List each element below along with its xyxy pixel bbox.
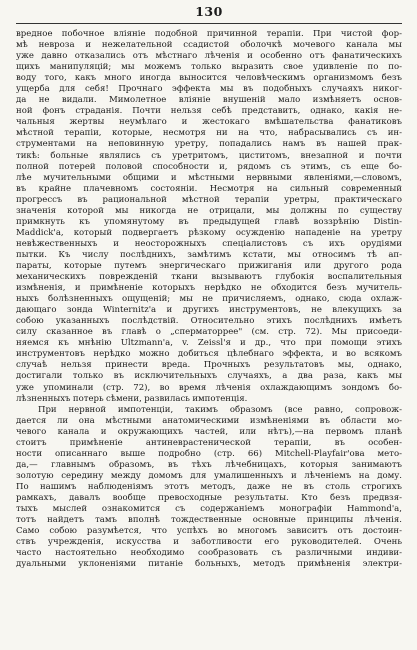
text-line: дуальными уклоненіями питаніе больныхъ, методъ примѣненія электри- [16,559,402,570]
text-line: воду того, какъ много иногда выносится человѣческимъ организмомъ безъ [16,73,402,84]
text-line: силу сказанное въ главѣ о „сперматоррее" (см. стр. 72). Мы присоеди- [16,327,402,338]
text-line: вредное побочное вліяніе подобной причинной терапіи. При чистой фор- [16,29,402,39]
text-line: примкнуть къ упомянутому въ предыдущей главѣ воззрѣнію Distin- [16,216,402,227]
text-line: случаѣ нельзя принести вреда. Прочныхъ результатовъ мы, однако, [16,360,402,371]
text-line: щихъ манипуляцій; мы можемъ только выразить свое удивленіе по по- [16,62,402,73]
text-line: значенія которой мы никогда не отрицали, мы должны по существу [16,205,402,216]
body-text [16,29,402,570]
text-line: ной фонъ страданія. Почти нельзя себѣ представить, однако, какія не- [16,106,402,117]
text-line: инструментовъ нерѣдко можно добиться цѣлебнаго эффекта, и во всякомъ [16,349,402,360]
text-line: няемся къ мнѣнію Ultzmann'a, v. Zeissl'я и др., что при помощи этихъ [16,338,402,349]
text-line: тыхъ мыслей ознакомится съ содержаніемъ монографіи Hammond'a, [16,504,402,515]
text-line: струментами на неповинную уретру, попадались намъ въ нашей прак- [16,139,402,150]
text-line: да не видали. Мимолетное вліяніе внушеній мало измѣняетъ основ- [16,95,402,106]
text-line: Maddick'a, который подвергаетъ рѣзкому осужденію нападеніе на уретру [16,227,402,238]
text-line: Само собою разумѣется, что успѣхъ во многомъ зависитъ отъ достоин- [16,526,402,537]
text-line: мѣ невроза и нежелательной ссадистой оболочкѣ мочевого канала мы [16,40,402,51]
text-line: стоитъ примѣненіе антиневрастенической терапіи, въ особен- [16,437,402,448]
text-line: ствъ учрежденія, искусства и заботливости его руководителей. Очень [16,537,402,548]
text-line: механическихъ поврежденій ткани вызываютъ глубокія воспалительныя [16,272,402,283]
header-rule [16,23,402,24]
text-line: полной потерей половой способности и, рядомъ съ этимъ, съ еще бо- [16,161,402,172]
text-line: ущерба для себя! Прочнаго эффекта мы въ подобныхъ случаяхъ никог- [16,84,402,95]
paragraph [16,405,402,571]
text-line: лѣе мучительными общими и мѣстными нервными явленіями,—словомъ, [16,172,402,183]
text-line: собою указанныхъ послѣдствій. Относительно этихъ послѣднихъ имѣетъ [16,316,402,327]
text-line: измѣненія, и примѣненіе которыхъ нерѣдко не обходится безъ мучитель- [16,283,402,294]
text-line: уже давно отказались отъ мѣстнаго лѣченія и особенно отъ фанатическихъ [16,51,402,62]
text-line: лѣзненныхъ потерь сѣмени, развилась импотенція. [16,393,248,404]
text-line: параты, которые путемъ энергическаго прижиганія или другого рода [16,260,402,271]
text-line: уже упоминали (стр. 72), во время лѣченія охлаждающимъ зондомъ бо- [16,382,402,393]
text-line: тикѣ: больные являлись съ уретритомъ, циститомъ, внезапной и почти [16,150,402,161]
text-line: дающаго зонда Winternitz'a и другихъ инструментовъ, не влекущихъ за [16,305,402,316]
text-line: чальныя жертвы неумѣлаго и жестокаго вмѣшательства фанатиковъ [16,117,402,128]
paragraph [16,29,402,405]
text-line: По нашимъ наблюденіямъ этотъ методъ, даже не въ столь строгихъ [16,481,402,492]
text-line: пытки. Къ числу послѣднихъ, замѣтимъ кстати, мы относимъ тѣ ап- [16,249,402,260]
text-line: рамкахъ, давалъ вообще превосходные результаты. Кто безъ предвзя- [16,492,402,503]
text-line: да,— главнымъ образомъ, въ тѣхъ лѣчебницахъ, которыя занимаютъ [16,459,402,470]
text-line: тотъ найдетъ тамъ вполнѣ тождественные основные принципы лѣченія. [16,515,402,526]
text-line: въ крайне плачевномъ состояніи. Несмотря на сильный современный [16,183,402,194]
text-line: золотую середину между домомъ для умалишенныхъ и лѣченіемъ на дому. [16,470,402,481]
text-line: часто настоятельно необходимо сообразовать съ различными индиви- [16,548,402,559]
text-line: При нервной импотенціи, такимъ образомъ (все равно, сопровож- [38,404,402,415]
text-line: дается ли она мѣстными анатомическими измѣненіями въ области мо- [16,415,402,426]
text-line: прогрессъ въ рациональной мѣстной терапіи уретры, практическаго [16,194,402,205]
page-number: 130 [195,4,223,19]
text-line: достигали только въ исключительныхъ случаяхъ, а два раза, какъ мы [16,371,402,382]
text-line: невѣжественныхъ и неосторожныхъ спеціалистовъ съ ихъ орудіями [16,238,402,249]
text-line: чевого канала и окружающихъ частей, или нѣтъ),—на первомъ планѣ [16,426,402,437]
text-line: ности описаннаго выше подробно (стр. 66) Mitchell-Playfair'oва мето- [16,448,402,459]
text-line: ныхъ болѣзненныхъ ощущеній; мы не причисляемъ, однако, сюда охлаж- [16,294,402,305]
text-line: мѣстной терапіи, которые, несмотря ни на что, набрасывались съ ин- [16,128,402,139]
